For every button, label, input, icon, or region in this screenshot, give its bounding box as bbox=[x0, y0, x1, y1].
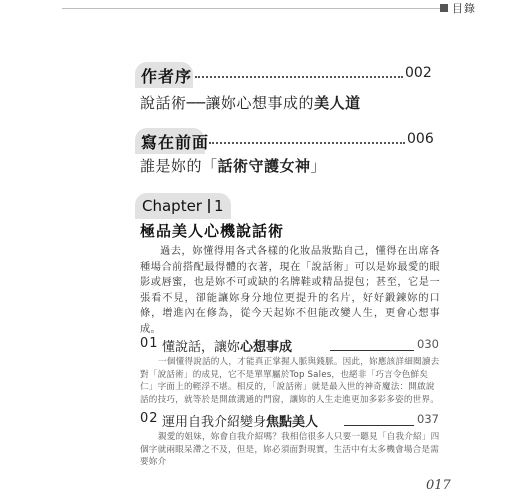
entry-label: 作者序 bbox=[141, 67, 193, 86]
section-title-text: 懂說話，讓妳 bbox=[162, 340, 241, 355]
section-page: 030 bbox=[417, 337, 439, 351]
entry-label: 寫在前面 bbox=[141, 133, 210, 152]
section-title-emphasis: 焦點美人 bbox=[266, 415, 319, 430]
chapter-divider bbox=[208, 199, 210, 213]
section-number: 02 bbox=[140, 411, 159, 426]
chapter-number: 1 bbox=[213, 197, 224, 215]
chapter-label[interactable] bbox=[142, 197, 224, 215]
subtitle-text-end: 」 bbox=[310, 157, 327, 175]
chapter-intro: 過去，妳懂得用各式各樣的化妝品妝點自己，懂得在出席各種場合前搭配最得體的衣著，現在「說話術」可以是妳最愛的眼影或唇蜜，也是妳不可或缺的名牌鞋或精品提包；甚至，它是一張看不見，卻能讓妳身分地位更提升的名片，好好鍛鍊妳的口條，增進內在修為，從今天起妳不但能改變人生，更會心想事成。 bbox=[140, 246, 440, 335]
toc-section-01[interactable] bbox=[140, 336, 440, 354]
section-title-text: 運用自我介紹變身 bbox=[162, 415, 267, 430]
leader-dots bbox=[209, 142, 405, 144]
entry-subtitle bbox=[140, 155, 326, 176]
section-title bbox=[162, 411, 318, 430]
leader-dots bbox=[195, 76, 403, 78]
section-number: 01 bbox=[140, 336, 159, 351]
toc-entry-foreword[interactable] bbox=[135, 128, 435, 154]
subtitle-text: 說話術──讓妳心想事成的 bbox=[140, 94, 315, 112]
header-rule bbox=[62, 8, 442, 9]
header-square-icon bbox=[440, 4, 448, 12]
chapter-title: 極品美人心機說話術 bbox=[140, 222, 285, 240]
leader-line bbox=[330, 350, 414, 351]
entry-subtitle bbox=[140, 92, 361, 113]
page-number: 017 bbox=[426, 478, 451, 493]
header-title: 目錄 bbox=[452, 2, 476, 15]
section-summary: 親愛的姐妹，妳會自我介紹嗎？我相信很多人只要一聽見「自我介紹」四個字就兩眼呆滯之不及，但是，妳必須面對現實，生活中有太多機會場合是需要妳介 bbox=[140, 432, 440, 467]
entry-page: 002 bbox=[405, 65, 432, 81]
chapter-word: Chapter bbox=[142, 197, 202, 215]
subtitle-text: 誰是妳的「 bbox=[140, 157, 218, 175]
section-title bbox=[162, 336, 292, 355]
subtitle-emphasis: 美人道 bbox=[314, 94, 361, 112]
toc-section-02[interactable] bbox=[140, 411, 440, 429]
toc-entry-preface[interactable] bbox=[135, 62, 435, 88]
section-summary: 一個懂得說話的人，才能真正掌握人脈與錢脈。因此，妳應該詳細閱讀去對「說話術」的成見，它不是單單屬於Top Sales，也絕非「巧言令色鮮矣仁」字面上的輕浮不堪。相反的，「說話術」就是最入世的神奇魔法：開啟說話的技巧，就等於是開啟溝通的門窗，讓妳的人生走進更加多彩多姿的世界。 bbox=[140, 357, 440, 405]
entry-page: 006 bbox=[407, 131, 434, 147]
leader-line bbox=[344, 425, 414, 426]
section-page: 037 bbox=[417, 412, 439, 426]
subtitle-emphasis: 話術守護女神 bbox=[217, 157, 311, 175]
section-title-emphasis: 心想事成 bbox=[240, 340, 293, 355]
